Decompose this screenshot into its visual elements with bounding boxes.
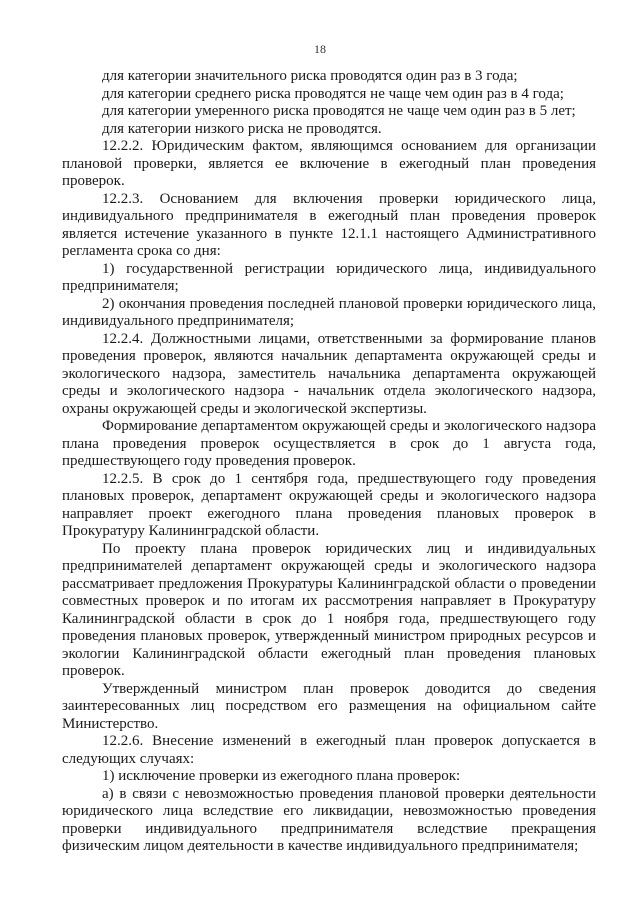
page-number: 18 bbox=[314, 42, 326, 56]
paragraph-prosecutor-proposals: По проекту плана проверок юридических лиц и индивидуальных предпринимателей департамент окружающей среды и экологического надзора рассматривает предложения Прокуратуры Калининградской области о проведении совместных проверок и по итогам их рассмотрения направляет в Прокуратуру Калининградской области в срок до 1 ноября года, предшествующего году проведения плановых проверок, утвержденный министром природных ресурсов и экологии Калининградской области ежегодный план проведения плановых проверок. bbox=[62, 540, 596, 679]
paragraph-plan-publication: Утвержденный министром план проверок доводится до сведения заинтересованных лиц посредством его размещения на официальном сайте Министерство. bbox=[62, 680, 596, 732]
paragraph-12-2-4: 12.2.4. Должностными лицами, ответственными за формирование планов проведения проверок, являются начальник департамента окружающей среды и экологического надзора, заместитель начальника департамента окружающей среды и экологического надзора - начальник отдела экологического надзора, охраны окружающей среды и экологической экспертизы. bbox=[62, 330, 596, 417]
paragraph-12-2-2: 12.2.2. Юридическим фактом, являющимся основанием для организации плановой проверки, является ее включение в ежегодный план проведения проверок. bbox=[62, 138, 596, 189]
paragraph-12-2-6: 12.2.6. Внесение изменений в ежегодный план проверок допускается в следующих случаях: bbox=[62, 733, 596, 767]
document-body bbox=[62, 68, 596, 856]
paragraph-12-2-3: 12.2.3. Основанием для включения проверки юридического лица, индивидуального предпринимателя в ежегодный план проведения проверок является истечение указанного в пункте 12.1.1 настоящего Административного регламента срока со дня: bbox=[62, 190, 596, 259]
paragraph-item-2-last-inspection: 2) окончания проведения последней плановой проверки юридического лица, индивидуального предпринимателя; bbox=[62, 295, 596, 329]
paragraph-exclusion-a: а) в связи с невозможностью проведения плановой проверки деятельности юридического лица вследствие его ликвидации, невозможностью проведения проверки индивидуального предпринимателя вследствие прекращения физическим лицом деятельности в качестве индивидуального предпринимателя; bbox=[62, 785, 596, 854]
paragraph-plan-formation: Формирование департаментом окружающей среды и экологического надзора плана проведения проверок осуществляется в срок до 1 августа года, предшествующего году проведения проверок. bbox=[62, 418, 596, 469]
paragraph-risk-moderate: для категории умеренного риска проводятся не чаще чем один раз в 5 лет; bbox=[102, 103, 576, 119]
paragraph-risk-low: для категории низкого риска не проводятся. bbox=[102, 120, 382, 137]
paragraph-12-2-5: 12.2.5. В срок до 1 сентября года, предшествующего году проведения плановых проверок, департамент окружающей среды и экологического надзора направляет проект ежегодного плана проведения плановых проверок в Прокуратуру Калининградской области. bbox=[62, 470, 596, 539]
paragraph-risk-significant: для категории значительного риска проводятся один раз в 3 года; bbox=[102, 68, 518, 84]
paragraph-item-1-registration: 1) государственной регистрации юридического лица, индивидуального предпринимателя; bbox=[62, 260, 596, 294]
paragraph-exclusion: 1) исключение проверки из ежегодного плана проверок: bbox=[102, 768, 461, 784]
paragraph-risk-medium: для категории среднего риска проводятся не чаще чем один раз в 4 года; bbox=[102, 85, 564, 102]
